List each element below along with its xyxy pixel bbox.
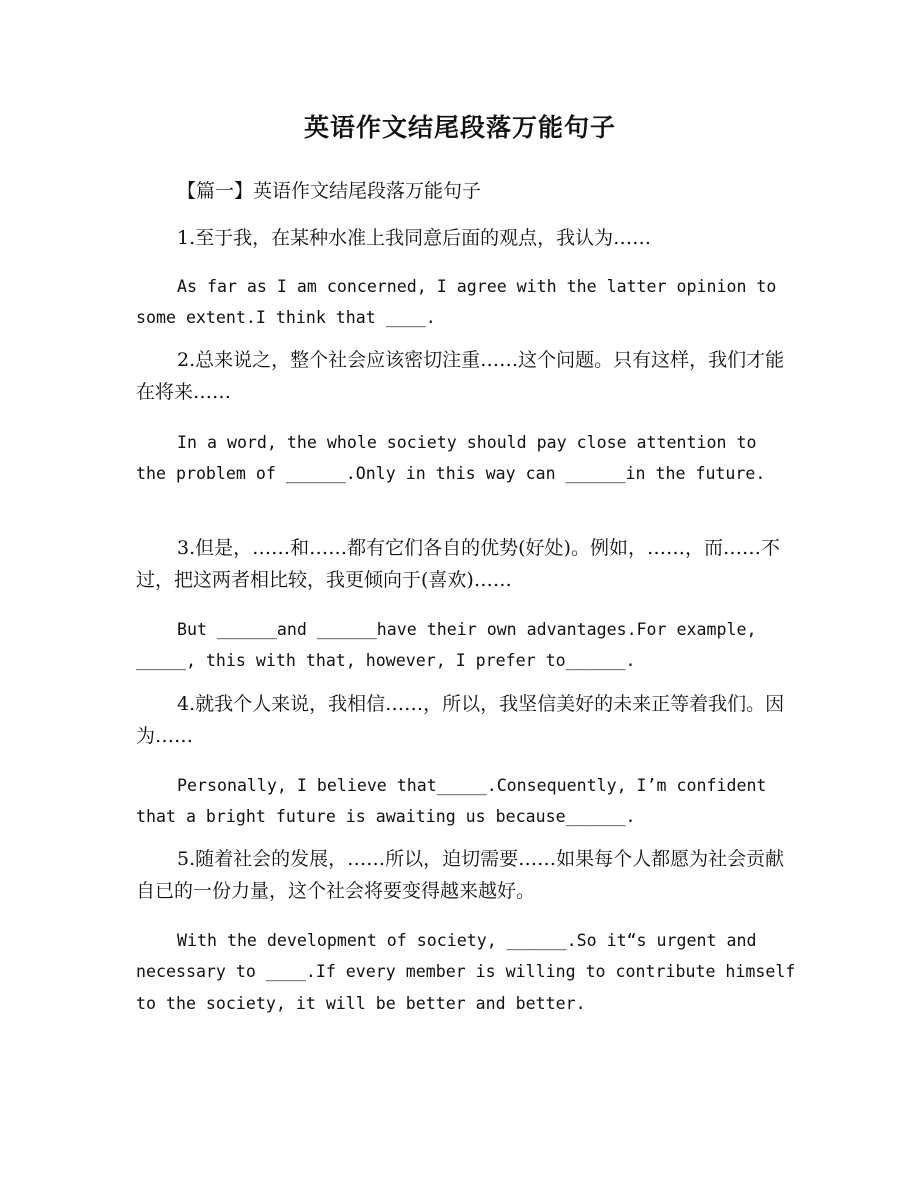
item-5-chinese: 5.随着社会的发展，……所以，迫切需要……如果每个人都愿为社会贡献自已的一份力量，这个社会将要变得越来越好。 <box>136 848 785 902</box>
item-1-english: As far as I am concerned, I agree with the latter opinion to some extent.I think that ____. <box>136 277 777 328</box>
item-4-english: Personally, I believe that_____.Consequently, I’m confident that a bright future is awaiting us because______. <box>136 776 767 827</box>
item-3-chinese: 3.但是，……和……都有它们各自的优势(好处)。例如，……，而……不过，把这两者相比较，我更倾向于(喜欢)…… <box>136 537 780 591</box>
item-5-english: With the development of society, ______.So it“s urgent and necessary to ____.If every member is willing to contribute himself to the society, it will be better and better. <box>136 931 796 1013</box>
item-1-chinese: 1.至于我，在某种水准上我同意后面的观点，我认为…… <box>177 227 652 249</box>
item-2-english: In a word, the whole society should pay close attention to the problem of ______.Only in this way can ______in the future. <box>136 433 766 484</box>
item-3-english: But ______and ______have their own advantages.For example, _____, this with that, however, I prefer to______. <box>136 620 757 671</box>
item-2-chinese: 2.总来说之，整个社会应该密切注重……这个问题。只有这样，我们才能在将来…… <box>136 349 785 403</box>
item-4-chinese: 4.就我个人来说，我相信……，所以，我坚信美好的未来正等着我们。因为…… <box>136 693 785 747</box>
page-title: 英语作文结尾段落万能句子 <box>303 113 616 142</box>
section-heading: 【篇一】英语作文结尾段落万能句子 <box>177 180 482 202</box>
